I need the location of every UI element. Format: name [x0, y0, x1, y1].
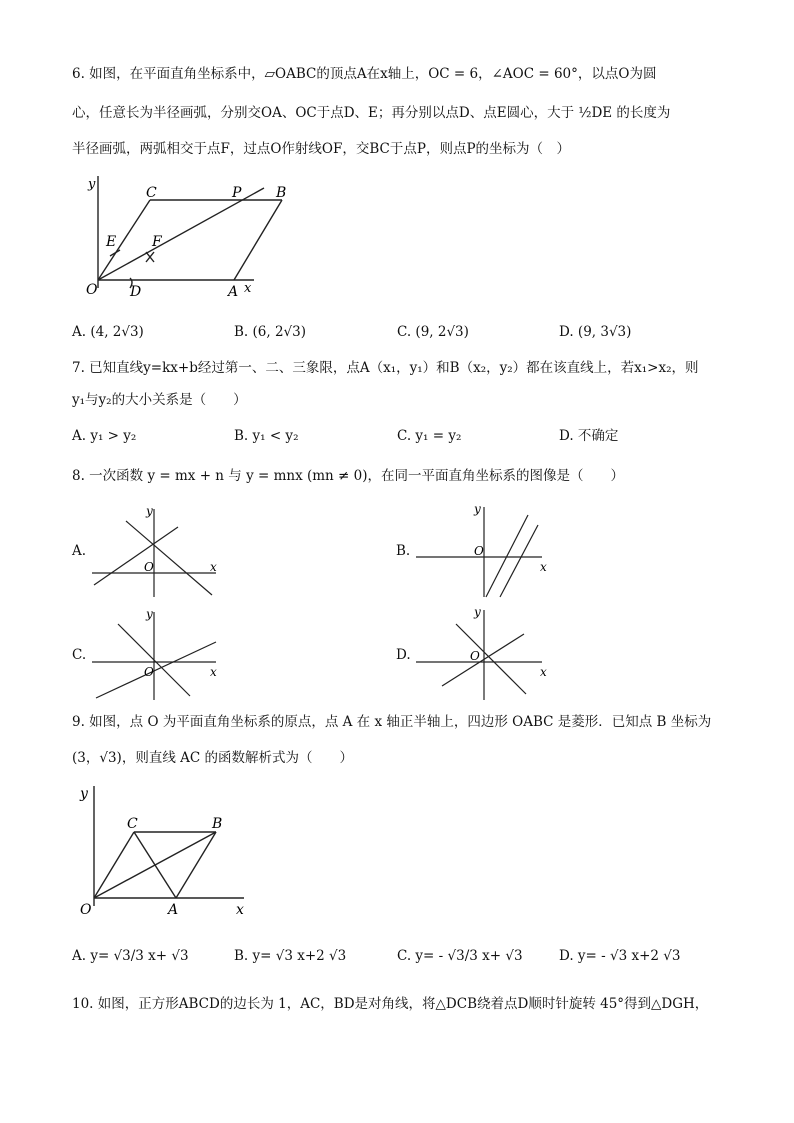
- q9-label-y: y: [80, 786, 88, 802]
- q8b-o: O: [474, 544, 484, 558]
- q9-option-d: D. y= - √3 x+2 √3: [559, 948, 681, 964]
- q6-label-f: F: [152, 234, 162, 250]
- q6-line3: 半径画弧，两弧相交于点F，过点O作射线OF，交BC于点P，则点P的坐标为（ ）: [72, 141, 571, 157]
- q6-label-d: D: [130, 284, 142, 300]
- q9-label-o: O: [80, 902, 92, 918]
- q8-option-d-label: D.: [396, 647, 411, 663]
- q9-line1: 9. 如图，点 O 为平面直角坐标系的原点，点 A 在 x 轴正半轴上，四边形 OABC 是菱形．已知点 B 坐标为: [72, 714, 712, 730]
- q6-label-c: C: [146, 185, 157, 201]
- q8a-o: O: [144, 560, 154, 574]
- q8-graph-c: [88, 606, 228, 702]
- q8c-y: y: [146, 607, 153, 621]
- q8a-y: y: [146, 504, 153, 518]
- q8c-x: x: [210, 665, 217, 679]
- q6-line2: 心，任意长为半径画弧，分别交OA、OC于点D、E；再分别以点D、点E圆心，大于 ½DE 的长度为: [72, 105, 671, 121]
- q7-option-a: A. y₁ > y₂: [72, 428, 137, 444]
- q7-option-b: B. y₁ < y₂: [234, 428, 299, 444]
- q6-label-b: B: [276, 185, 287, 201]
- q7-line1: 7. 已知直线y=kx+b经过第一、二、三象限，点A（x₁，y₁）和B（x₂，y₂）都在该直线上，若x₁>x₂，则: [72, 360, 699, 376]
- q9-label-b: B: [212, 816, 223, 832]
- q6-label-x: x: [244, 281, 252, 296]
- q6-label-o: O: [86, 282, 98, 298]
- q9-label-c: C: [127, 816, 138, 832]
- q8a-x: x: [210, 560, 217, 574]
- q8c-o: O: [144, 665, 154, 679]
- q6-label-y: y: [88, 177, 96, 192]
- q6-label-p: P: [232, 185, 242, 201]
- q6-label-a: A: [228, 284, 239, 300]
- q6-option-c: C. (9, 2√3): [397, 324, 469, 340]
- q8d-o: O: [470, 649, 480, 663]
- q6-option-a: A. (4, 2√3): [72, 324, 144, 340]
- q9-figure: [72, 780, 262, 920]
- q8d-y: y: [474, 605, 481, 619]
- q8-option-b-label: B.: [396, 543, 411, 559]
- q6-option-d: D. (9, 3√3): [559, 324, 632, 340]
- q6-label-e: E: [106, 234, 117, 250]
- q8-line1: 8. 一次函数 y = mx + n 与 y = mnx (mn ≠ 0)，在同一平面直角坐标系的图像是（ ）: [72, 468, 625, 484]
- q8b-x: x: [540, 560, 547, 574]
- q9-option-c: C. y= - √3/3 x+ √3: [397, 948, 523, 964]
- q9-option-b: B. y= √3 x+2 √3: [234, 948, 347, 964]
- q8b-y: y: [474, 502, 481, 516]
- q7-line2: y₁与y₂的大小关系是（ ）: [72, 392, 247, 408]
- q8-graph-a: [88, 503, 228, 599]
- q8d-x: x: [540, 665, 547, 679]
- q10-line1: 10. 如图，正方形ABCD的边长为 1，AC，BD是对角线，将△DCB绕着点D顺时针旋转 45°得到△DGH，: [72, 996, 709, 1012]
- q8-graph-d: [412, 606, 552, 702]
- q6-option-b: B. (6, 2√3): [234, 324, 306, 340]
- q6-line1: 6. 如图，在平面直角坐标系中，▱OABC的顶点A在x轴上，OC = 6，∠AOC = 60°，以点O为圆: [72, 66, 657, 82]
- q7-option-c: C. y₁ = y₂: [397, 428, 462, 444]
- q9-label-x: x: [236, 902, 244, 918]
- q8-graph-b: [412, 503, 552, 599]
- q8-option-a-label: A.: [72, 543, 87, 559]
- q9-line2: (3，√3)，则直线 AC 的函数解析式为（ ）: [72, 750, 353, 766]
- q9-option-a: A. y= √3/3 x+ √3: [72, 948, 189, 964]
- q9-label-a: A: [168, 902, 179, 918]
- q8-option-c-label: C.: [72, 647, 87, 663]
- q6-figure: [72, 170, 287, 300]
- q7-option-d: D. 不确定: [559, 428, 619, 444]
